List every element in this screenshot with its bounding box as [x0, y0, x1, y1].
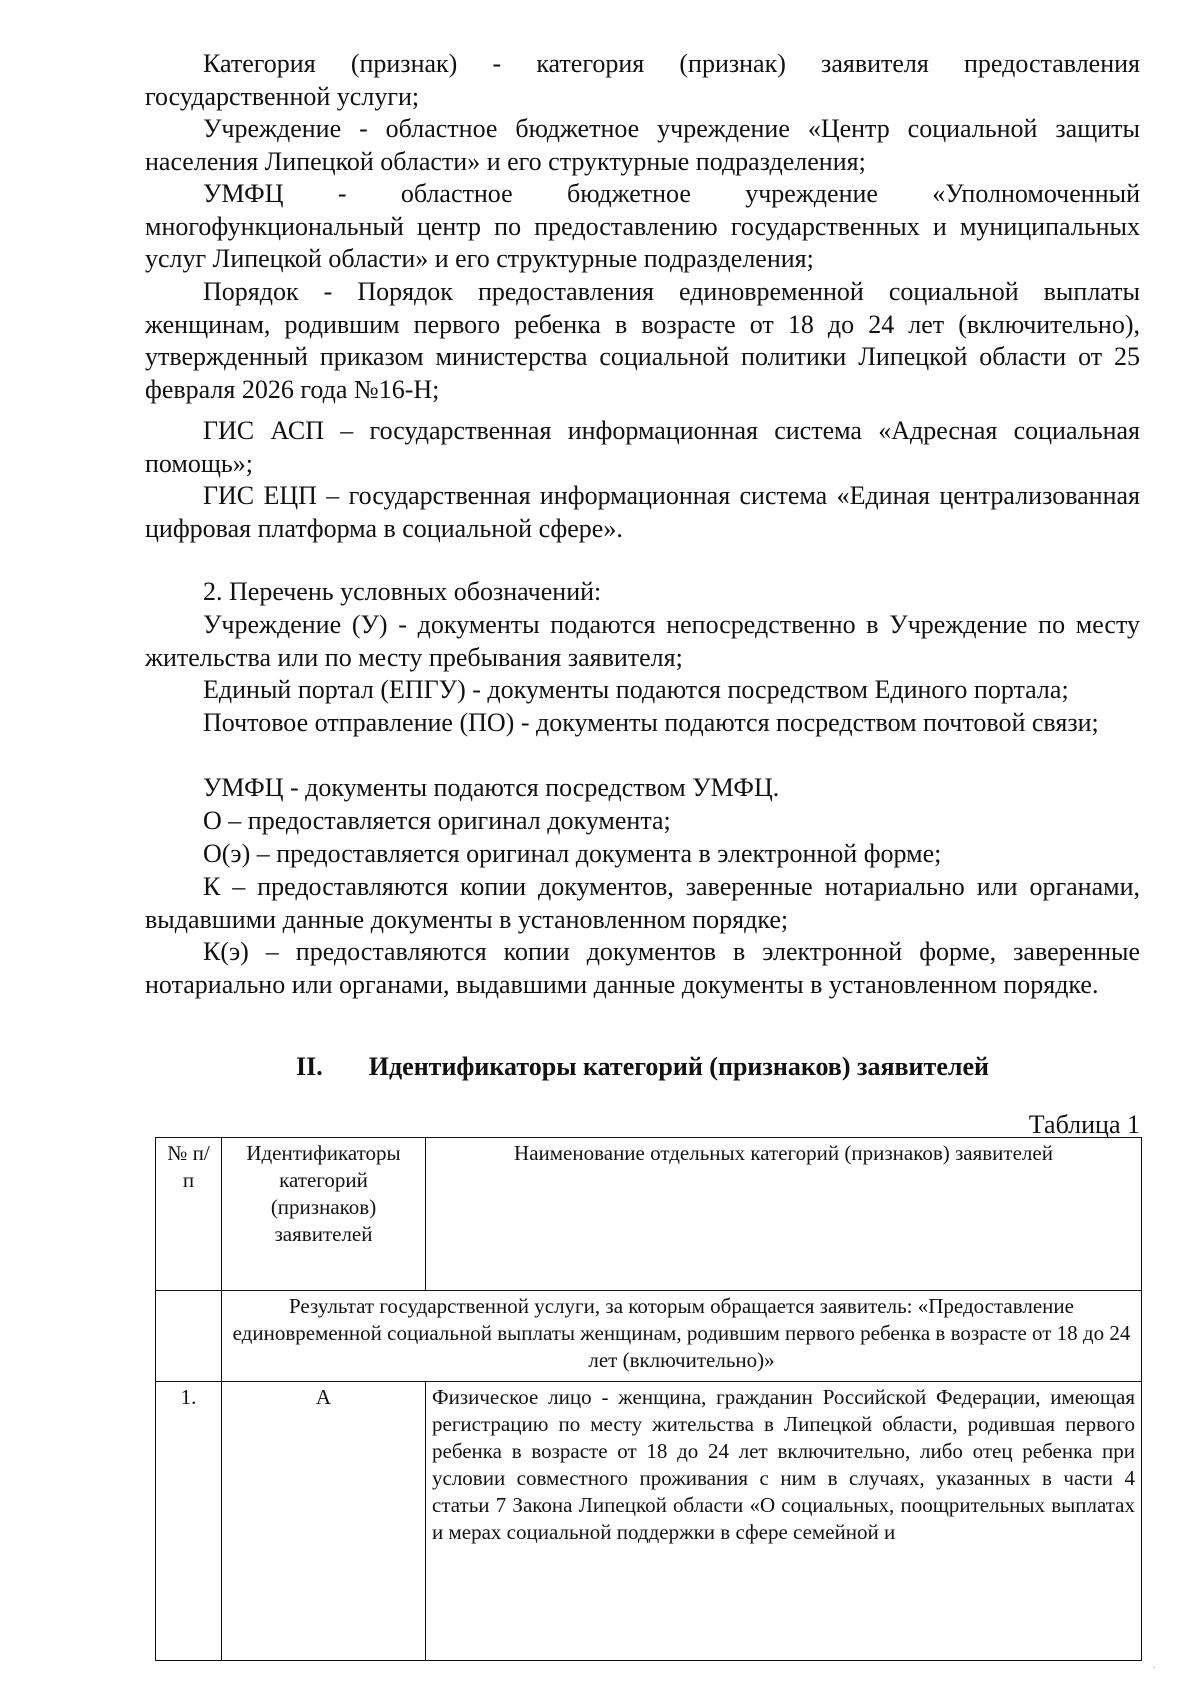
definition-gis-ecp: ГИС ЕЦП – государственная информационная система «Единая централизованная цифровая платформа в социальной сфере».: [145, 481, 1140, 543]
result-row-empty-cell: [156, 1291, 222, 1382]
legend-post: Почтовое отправление (ПО) - документы подаются посредством почтовой связи;: [203, 708, 1099, 737]
definition-institution: Учреждение - областное бюджетное учреждение «Центр социальной защиты населения Липецкой области» и его структурные подразделения;: [145, 114, 1140, 176]
header-category-names: Наименование отдельных категорий (признаков) заявителей: [426, 1138, 1142, 1291]
table-caption: Таблица 1: [1028, 1110, 1140, 1139]
row-identifier: А: [222, 1382, 426, 1661]
legend-copies: К – предоставляются копии документов, заверенные нотариально или органами, выдавшими данные документы в установленном порядке;: [145, 872, 1140, 934]
definition-procedure: Порядок - Порядок предоставления единовременной социальной выплаты женщинам, родившим первого ребенка в возрасте от 18 до 24 лет (включительно), утвержденный приказом министерства социальной политики Липецкой области от 25 февраля 2026 года №16-Н;: [145, 277, 1140, 404]
header-number: № п/п: [156, 1138, 222, 1291]
section-heading: [145, 1050, 1140, 1084]
legend-institution: Учреждение (У) - документы подаются непосредственно в Учреждение по месту жительства или по месту пребывания заявителя;: [145, 610, 1140, 672]
legend-portal: Единый портал (ЕПГУ) - документы подаются посредством Единого портала;: [203, 675, 1069, 704]
legend-original: О – предоставляется оригинал документа;: [203, 806, 671, 835]
categories-table: [155, 1137, 1142, 1661]
definition-category: Категория (признак) - категория (признак) заявителя предоставления государственной услуги;: [145, 49, 1140, 111]
legend-heading: 2. Перечень условных обозначений:: [203, 577, 602, 606]
legend-copies-electronic: К(э) – предоставляются копии документов в электронной форме, заверенные нотариально или органами, выдавшими данные документы в установленном порядке.: [145, 937, 1140, 999]
row-number: 1.: [156, 1382, 222, 1661]
definition-umfc: УМФЦ - областное бюджетное учреждение «Уполномоченный многофункциональный центр по предоставлению государственных и муниципальных услуг Липецкой области» и его структурные подразделения;: [145, 179, 1140, 273]
section-title: Идентификаторы категорий (признаков) заявителей: [368, 1052, 989, 1081]
definition-gis-asp: ГИС АСП – государственная информационная система «Адресная социальная помощь»;: [145, 416, 1140, 478]
legend-original-electronic: О(э) – предоставляется оригинал документа в электронной форме;: [203, 839, 942, 868]
section-number: II.: [296, 1052, 323, 1081]
result-row: [156, 1291, 1142, 1382]
result-description: Результат государственной услуги, за которым обращается заявитель: «Предоставление единовременной социальной выплаты женщинам, родившим первого ребенка в возрасте от 18 до 24 лет (включительно)»: [222, 1291, 1142, 1382]
scan-artifact: ·: [1152, 1660, 1156, 1674]
header-identifiers: Идентификаторы категорий (признаков) заявителей: [222, 1138, 426, 1291]
row-category-text: Физическое лицо - женщина, гражданин Российской Федерации, имеющая регистрацию по месту жительства в Липецкой области, родившая первого ребенка в возрасте от 18 до 24 лет включительно, либо отец ребенка при условии совместного проживания с ним в случаях, указанных в части 4 статьи 7 Закона Липецкой области «О социальных, поощрительных выплатах и мерах социальной поддержки в сфере семейной и: [426, 1382, 1142, 1661]
table-header-row: [156, 1138, 1142, 1291]
legend-umfc: УМФЦ - документы подаются посредством УМФЦ.: [203, 773, 780, 802]
table-row: [156, 1382, 1142, 1661]
